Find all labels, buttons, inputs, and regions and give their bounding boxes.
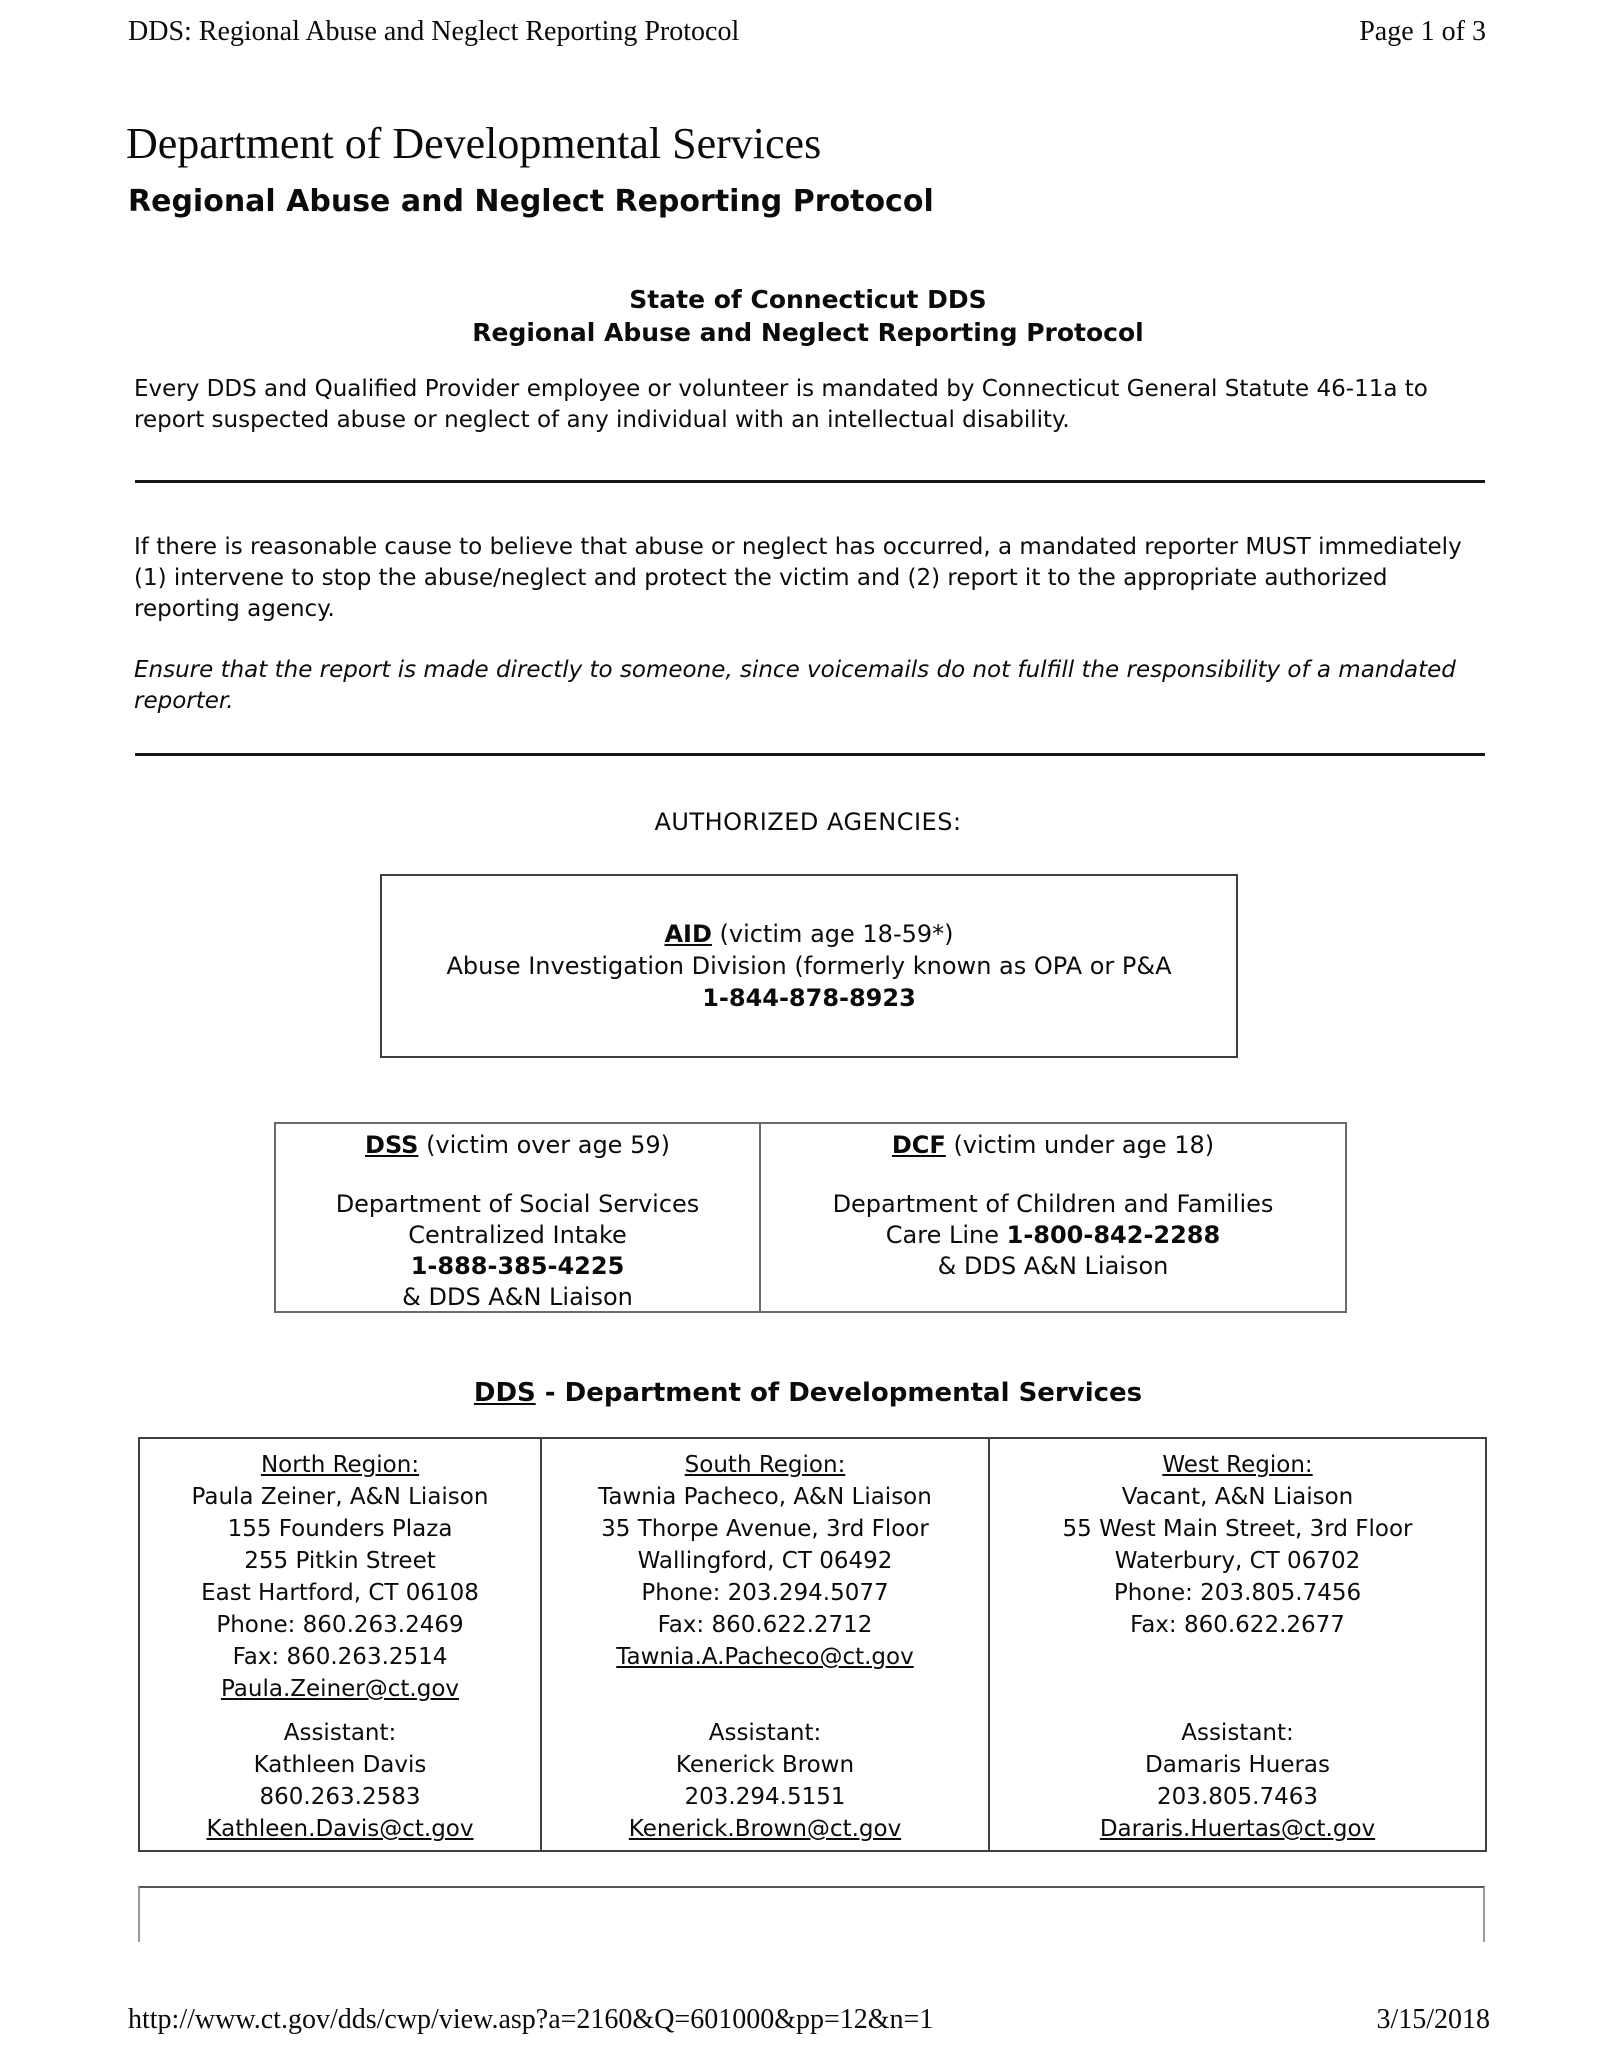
- document-title: Department of Developmental Services: [126, 119, 822, 168]
- region-address-line: 155 Founders Plaza: [227, 1516, 453, 1542]
- assistant-phone: 860.263.2583: [259, 1784, 421, 1810]
- aid-agency-box: [380, 874, 1238, 1058]
- dds-heading-rest: - Department of Developmental Services: [535, 1378, 1143, 1408]
- assistant-block: [140, 1717, 540, 1845]
- assistant-name: Kenerick Brown: [675, 1752, 855, 1778]
- region-phone: Phone: 203.294.5077: [641, 1580, 889, 1606]
- aid-age-note: (victim age 18-59*): [711, 920, 954, 948]
- dss-intake-line: Centralized Intake: [408, 1221, 627, 1249]
- region-title: North Region:: [260, 1452, 420, 1478]
- assistant-block: [542, 1717, 988, 1845]
- assistant-label: Assistant:: [1181, 1720, 1294, 1746]
- region-title: West Region:: [1162, 1452, 1313, 1478]
- print-header: [128, 16, 1486, 48]
- document-subtitle: Regional Abuse and Neglect Reporting Protocol: [128, 184, 934, 219]
- reasonable-cause-paragraph: If there is reasonable cause to believe that abuse or neglect has occurred, a mandated reporter MUST immediately (1) intervene to stop the abuse/neglect and protect the victim and (2) report it to the appropriate authorized reporting agency.: [134, 534, 1462, 622]
- dss-dcf-agency-box: [274, 1122, 1347, 1313]
- region-address-line: 35 Thorpe Avenue, 3rd Floor: [601, 1516, 929, 1542]
- print-footer: [128, 2004, 1490, 2036]
- dcf-care-line: [761, 1220, 1345, 1251]
- region-column-west: [988, 1439, 1485, 1850]
- assistant-phone: 203.294.5151: [684, 1784, 846, 1810]
- region-email-link: Paula.Zeiner@ct.gov: [220, 1676, 460, 1702]
- dss-age-note: (victim over age 59): [418, 1131, 670, 1159]
- region-liaison: Vacant, A&N Liaison: [1121, 1484, 1354, 1510]
- empty-continuation-box: [138, 1886, 1485, 1942]
- dcf-care-line-label: Care Line: [885, 1221, 1007, 1249]
- assistant-block: [990, 1717, 1485, 1845]
- region-title: South Region:: [684, 1452, 846, 1478]
- region-fax: Fax: 860.622.2712: [657, 1612, 873, 1638]
- print-date: 3/15/2018: [1376, 2004, 1490, 2035]
- region-address-line: East Hartford, CT 06108: [201, 1580, 479, 1606]
- region-liaison: Paula Zeiner, A&N Liaison: [191, 1484, 489, 1510]
- horizontal-rule: [135, 480, 1485, 483]
- dcf-abbreviation: DCF: [891, 1131, 946, 1159]
- aid-abbreviation: AID: [664, 920, 712, 948]
- dss-abbreviation: DSS: [365, 1131, 419, 1159]
- dcf-age-note: (victim under age 18): [945, 1131, 1215, 1159]
- aid-description: Abuse Investigation Division (formerly known as OPA or P&A: [446, 952, 1172, 980]
- dss-liaison-line: & DDS A&N Liaison: [402, 1283, 633, 1311]
- assistant-label: Assistant:: [708, 1720, 822, 1746]
- print-header-page-number: Page 1 of 3: [1359, 16, 1486, 47]
- assistant-label: Assistant:: [283, 1720, 397, 1746]
- dss-panel: [276, 1124, 759, 1313]
- horizontal-rule: [135, 753, 1485, 756]
- source-url: http://www.ct.gov/dds/cwp/view.asp?a=2160&Q=601000&pp=12&n=1: [128, 2004, 934, 2035]
- dcf-title-line: [761, 1130, 1345, 1161]
- region-column-south: [540, 1439, 988, 1850]
- region-address-line: Waterbury, CT 06702: [1114, 1548, 1361, 1574]
- assistant-name: Damaris Hueras: [1145, 1752, 1330, 1778]
- aid-title-line: [382, 918, 1236, 950]
- dcf-panel: [759, 1124, 1345, 1313]
- print-header-title: DDS: Regional Abuse and Neglect Reporting Protocol: [128, 16, 740, 47]
- assistant-phone: 203.805.7463: [1157, 1784, 1318, 1810]
- region-phone: Phone: 860.263.2469: [216, 1612, 464, 1638]
- assistant-email-link: Dararis.Huertas@ct.gov: [1099, 1816, 1376, 1842]
- region-column-north: [140, 1439, 540, 1850]
- region-address-line: Wallingford, CT 06492: [637, 1548, 893, 1574]
- mandate-paragraph: Every DDS and Qualified Provider employee or volunteer is mandated by Connecticut General Statute 46-11a to report suspected abuse or neglect of any individual with an intellectual disability.: [134, 376, 1428, 433]
- dds-regions-table: [138, 1437, 1487, 1852]
- aid-phone-number: 1-844-878-8923: [702, 984, 916, 1012]
- region-phone: Phone: 203.805.7456: [1113, 1580, 1362, 1606]
- assistant-name: Kathleen Davis: [253, 1752, 427, 1778]
- region-liaison: Tawnia Pacheco, A&N Liaison: [598, 1484, 932, 1510]
- ensure-report-paragraph: Ensure that the report is made directly to someone, since voicemails do not fulfill the responsibility of a mandated reporter.: [134, 657, 1456, 714]
- dcf-liaison-line: & DDS A&N Liaison: [937, 1252, 1169, 1280]
- dss-title-line: [276, 1130, 759, 1161]
- heading-line-2: Regional Abuse and Neglect Reporting Protocol: [472, 318, 1144, 347]
- dcf-department-line: Department of Children and Families: [832, 1190, 1274, 1218]
- assistant-email-link: Kathleen.Davis@ct.gov: [206, 1816, 474, 1842]
- dds-section-heading: [128, 1378, 1488, 1408]
- region-fax: Fax: 860.263.2514: [232, 1644, 448, 1670]
- dss-department-line: Department of Social Services: [335, 1190, 700, 1218]
- dds-abbreviation: DDS: [473, 1378, 536, 1408]
- assistant-email-link: Kenerick.Brown@ct.gov: [628, 1816, 902, 1842]
- authorized-agencies-heading: AUTHORIZED AGENCIES:: [654, 808, 962, 836]
- dcf-phone-number: 1-800-842-2288: [1006, 1221, 1221, 1249]
- heading-line-1: State of Connecticut DDS: [629, 285, 987, 314]
- region-fax: Fax: 860.622.2677: [1130, 1612, 1345, 1638]
- state-protocol-heading: [128, 283, 1488, 349]
- region-email-link: Tawnia.A.Pacheco@ct.gov: [616, 1644, 914, 1670]
- region-address-line: 255 Pitkin Street: [244, 1548, 436, 1574]
- region-address-line: 55 West Main Street, 3rd Floor: [1062, 1516, 1413, 1542]
- dss-phone-number: 1-888-385-4225: [410, 1252, 625, 1280]
